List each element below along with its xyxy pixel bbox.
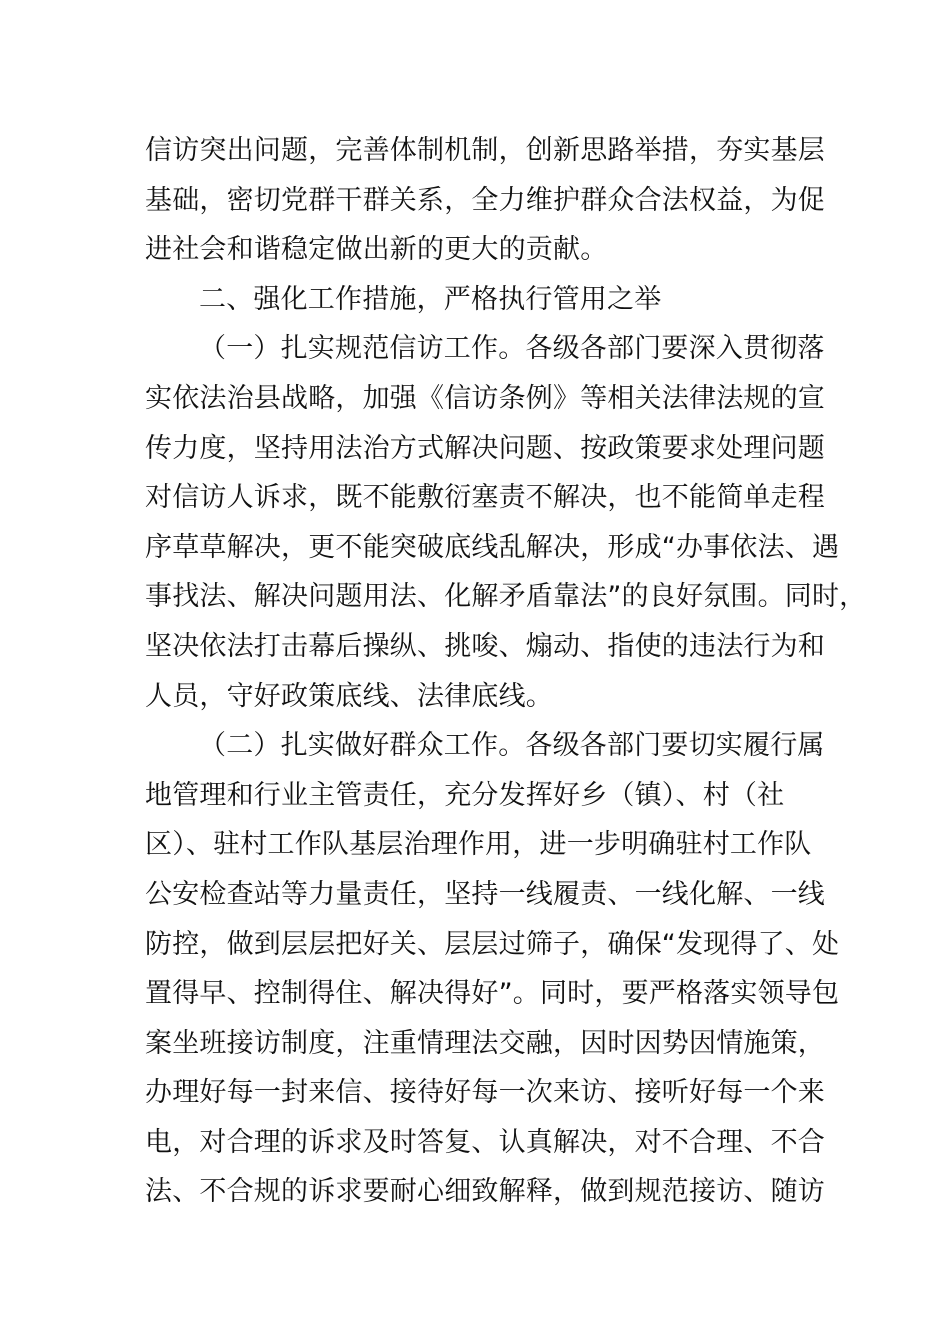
text-line: 传力度，坚持用法治方式解决问题、按政策要求处理问题 (145, 432, 825, 464)
text-line: 防控，做到层层把好关、层层过筛子，确保“发现得了、处 (145, 928, 840, 960)
text-line: 置得早、控制得住、解决得好”。同时，要严格落实领导包 (145, 978, 840, 1010)
text-line: 公安检查站等力量责任，坚持一线履责、一线化解、一线 (145, 878, 825, 910)
paragraph-start-line: （二）扎实做好群众工作。各级各部门要切实履行属 (199, 730, 825, 762)
text-line: 法、不合规的诉求要耐心细致解释，做到规范接访、随访 (145, 1176, 825, 1208)
text-line: 对信访人诉求，既不能敷衍塞责不解决，也不能简单走程 (145, 482, 825, 514)
text-line: 实依法治县战略，加强《信访条例》等相关法律法规的宣 (145, 382, 825, 414)
text-line: 区）、驻村工作队基层治理作用，进一步明确驻村工作队 (145, 829, 812, 861)
document-body (145, 126, 867, 1217)
text-line: 基础，密切党群干群关系，全力维护群众合法权益，为促 (145, 184, 825, 216)
text-line: 办理好每一封来信、接待好每一次来访、接听好每一个来 (145, 1077, 825, 1109)
text-line: 信访突出问题，完善体制机制，创新思路举措，夯实基层 (145, 135, 825, 166)
paragraph-start-line: （一）扎实规范信访工作。各级各部门要深入贯彻落 (199, 333, 825, 365)
text-line: 地管理和行业主管责任，充分发挥好乡（镇）、村（社 (145, 779, 785, 811)
text-line: 电，对合理的诉求及时答复、认真解决，对不合理、不合 (145, 1126, 825, 1158)
text-line: 序草草解决，更不能突破底线乱解决，形成“办事依法、遇 (145, 531, 840, 563)
text-line: 进社会和谐稳定做出新的更大的贡献。 (145, 234, 608, 266)
text-line: 案坐班接访制度，注重情理法交融，因时因势因情施策， (145, 1027, 825, 1059)
text-line: 坚决依法打击幕后操纵、挑唆、煽动、指使的违法行为和 (145, 630, 825, 662)
section-heading: 二、强化工作措施，严格执行管用之举 (199, 283, 662, 315)
text-line: 人员，守好政策底线、法律底线。 (145, 680, 553, 712)
text-line: 事找法、解决问题用法、化解矛盾靠法”的良好氛围。同时， (145, 581, 867, 613)
